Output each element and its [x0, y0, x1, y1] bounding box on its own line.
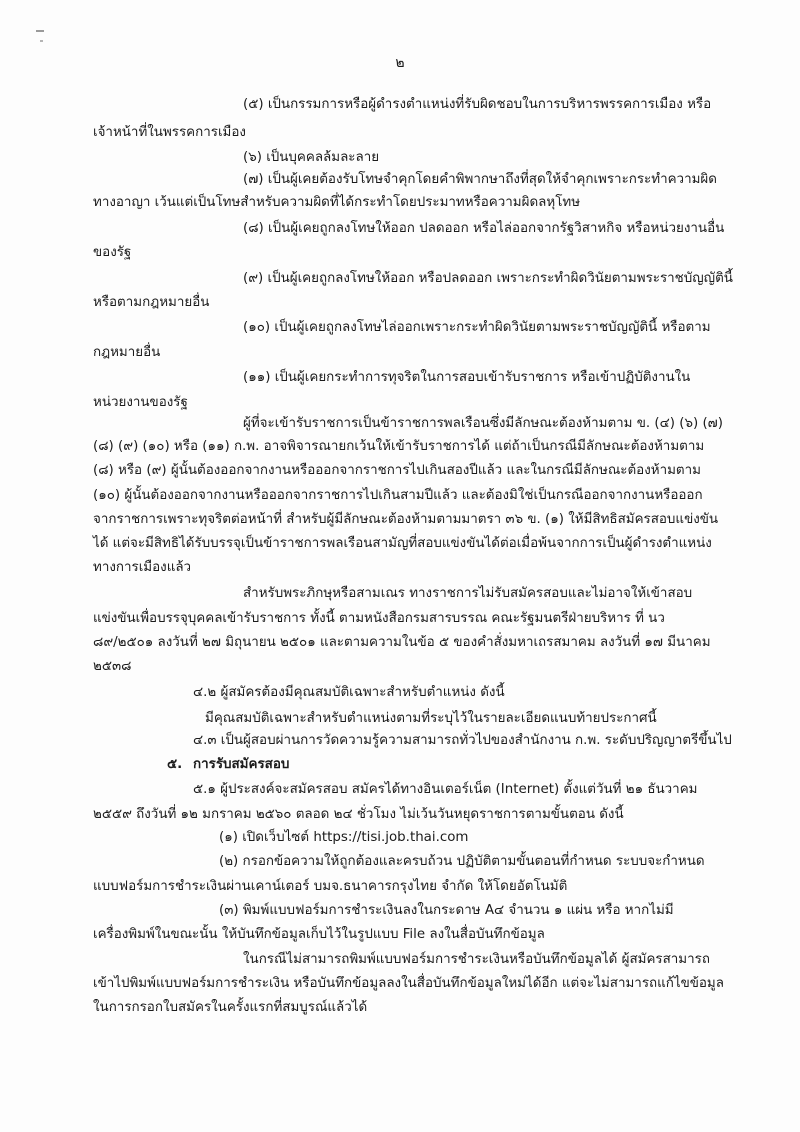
clause-4-2-detail: มีคุณสมบัติเฉพาะสำหรับตำแหน่งตามที่ระบุไว้ในรายละเอียดแนบท้ายประกาศนี้	[205, 711, 657, 726]
paragraph-line: ทางการเมืองแล้ว	[93, 560, 192, 575]
paragraph-line: แข่งขันเพื่อบรรจุบุคคลเข้ารับราชการ ทั้งนี้ ตามหนังสือกรมสารบรรณ คณะรัฐมนตรีฝ่ายบริหาร ที่ นว	[93, 611, 665, 626]
paragraph-line: (๘) (๙) (๑๐) หรือ (๑๑) ก.พ. อาจพิจารณายกเว้นให้เข้ารับราชการได้ แต่ถ้าเป็นกรณีมีลักษณะต้องห้ามตาม	[93, 439, 705, 454]
scan-mark	[40, 40, 43, 42]
step-2: (๒) กรอกข้อความให้ถูกต้องและครบถ้วน ปฏิบัติตามขั้นตอนที่กำหนด ระบบจะกำหนด	[219, 854, 705, 869]
list-item-8: (๘) เป็นผู้เคยถูกลงโทษให้ออก ปลดออก หรือไล่ออกจากรัฐวิสาหกิจ หรือหน่วยงานอื่น	[243, 221, 725, 236]
paragraph-line: ในการกรอกใบสมัครในครั้งแรกที่สมบูรณ์แล้วได้	[93, 1000, 368, 1015]
paragraph-line: ๘๙/๒๕๐๑ ลงวันที่ ๒๗ มิถุนายน ๒๕๐๑ และตามความในข้อ ๕ ของคำสั่งมหาเถรสมาคม ลงวันที่ ๑๗ มีนาคม	[93, 635, 711, 650]
list-item-11: (๑๑) เป็นผู้เคยกระทำการทุจริตในการสอบเข้ารับราชการ หรือเข้าปฏิบัติงานใน	[243, 370, 691, 385]
paragraph-line: ๒๕๓๘	[93, 659, 132, 674]
section-number: ๕.	[167, 757, 183, 772]
paragraph-line: ในกรณีไม่สามารถพิมพ์แบบฟอร์มการชำระเงินหรือบันทึกข้อมูลได้ ผู้สมัครสามารถ	[243, 952, 710, 967]
clause-4-3: ๔.๓ เป็นผู้สอบผ่านการวัดความรู้ความสามารถทั่วไปของสำนักงาน ก.พ. ระดับปริญญาตรีขึ้นไป	[193, 733, 732, 748]
paragraph-line: เข้าไปพิมพ์แบบฟอร์มการชำระเงิน หรือบันทึกข้อมูลลงในสื่อบันทึกข้อมูลใหม่ได้อีก แต่จะไม่สามารถแก้ไขข้อมูล	[93, 976, 724, 991]
list-item-5: (๕) เป็นกรรมการหรือผู้ดำรงตำแหน่งที่รับผิดชอบในการบริหารพรรคการเมือง หรือ	[243, 97, 712, 112]
list-item-9: (๙) เป็นผู้เคยถูกลงโทษให้ออก หรือปลดออก เพราะกระทำผิดวินัยตามพระราชบัญญัตินี้	[243, 271, 733, 286]
list-item-10-cont: กฎหมายอื่น	[93, 345, 161, 360]
clause-4-2: ๔.๒ ผู้สมัครต้องมีคุณสมบัติเฉพาะสำหรับตำแหน่ง ดังนี้	[193, 685, 505, 700]
paragraph-line: จากราชการเพราะทุจริตต่อหน้าที่ สำหรับผู้มีลักษณะต้องห้ามตามมาตรา ๓๖ ข. (๑) ให้มีสิทธิสมัครสอบแข่งขัน	[93, 512, 719, 527]
list-item-8-cont: ของรัฐ	[93, 245, 132, 260]
paragraph-line: (๘) หรือ (๙) ผู้นั้นต้องออกจากงานหรือออกจากราชการไปเกินสองปีแล้ว และในกรณีมีลักษณะต้องห้ามตาม	[93, 463, 701, 478]
section-heading	[167, 756, 289, 774]
list-item-7: (๗) เป็นผู้เคยต้องรับโทษจำคุกโดยคำพิพากษาถึงที่สุดให้จำคุกเพราะกระทำความผิด	[243, 172, 717, 187]
list-item-9-cont: หรือตามกฎหมายอื่น	[93, 295, 210, 310]
step-3: (๓) พิมพ์แบบฟอร์มการชำระเงินลงในกระดาษ A๔ จำนวน ๑ แผ่น หรือ หากไม่มี	[219, 903, 674, 918]
list-item-11-cont: หน่วยงานของรัฐ	[93, 395, 188, 410]
list-item-6: (๖) เป็นบุคคลล้มละลาย	[243, 150, 380, 165]
page-number: ๒	[395, 55, 405, 71]
paragraph-line: สำหรับพระภิกษุหรือสามเณร ทางราชการไม่รับสมัครสอบและไม่อาจให้เข้าสอบ	[243, 586, 693, 601]
clause-5-1-cont: ๒๕๕๙ ถึงวันที่ ๑๒ มกราคม ๒๕๖๐ ตลอด ๒๔ ชั่วโมง ไม่เว้นวันหยุดราชการตามขั้นตอน ดังนี้	[93, 807, 624, 822]
clause-5-1: ๕.๑ ผู้ประสงค์จะสมัครสอบ สมัครได้ทางอินเตอร์เน็ต (Internet) ตั้งแต่วันที่ ๒๑ ธันวาคม	[193, 782, 698, 797]
list-item-5-cont: เจ้าหน้าที่ในพรรคการเมือง	[93, 125, 246, 140]
list-item-10: (๑๐) เป็นผู้เคยถูกลงโทษไล่ออกเพราะกระทำผิดวินัยตามพระราชบัญญัตินี้ หรือตาม	[243, 320, 711, 335]
paragraph-line: (๑๐) ผู้นั้นต้องออกจากงานหรือออกจากราชการไปเกินสามปีแล้ว และต้องมิใช่เป็นกรณีออกจากงานหรือออก	[93, 488, 703, 503]
step-3-cont: เครื่องพิมพ์ในขณะนั้น ให้บันทึกข้อมูลเก็บไว้ในรูปแบบ File ลงในสื่อบันทึกข้อมูล	[93, 927, 545, 942]
paragraph-line: ได้ แต่จะมีสิทธิได้รับบรรจุเป็นข้าราชการพลเรือนสามัญที่สอบแข่งขันได้ต่อเมื่อพ้นจากการเป็นผู้ดำรงตำแหน่ง	[93, 536, 712, 551]
paragraph-line: ผู้ที่จะเข้ารับราชการเป็นข้าราชการพลเรือนซึ่งมีลักษณะต้องห้ามตาม ข. (๔) (๖) (๗)	[243, 416, 723, 431]
list-item-7-cont: ทางอาญา เว้นแต่เป็นโทษสำหรับความผิดที่ได้กระทำโดยประมาทหรือความผิดลหุโทษ	[93, 195, 581, 210]
step-2-cont: แบบฟอร์มการชำระเงินผ่านเคาน์เตอร์ บมจ.ธนาคารกรุงไทย จำกัด ให้โดยอัตโนมัติ	[93, 879, 568, 894]
step-1: (๑) เปิดเว็บไซต์ https://tisi.job.thai.com	[219, 830, 469, 845]
scan-mark	[36, 30, 44, 32]
section-title: การรับสมัครสอบ	[193, 757, 290, 772]
